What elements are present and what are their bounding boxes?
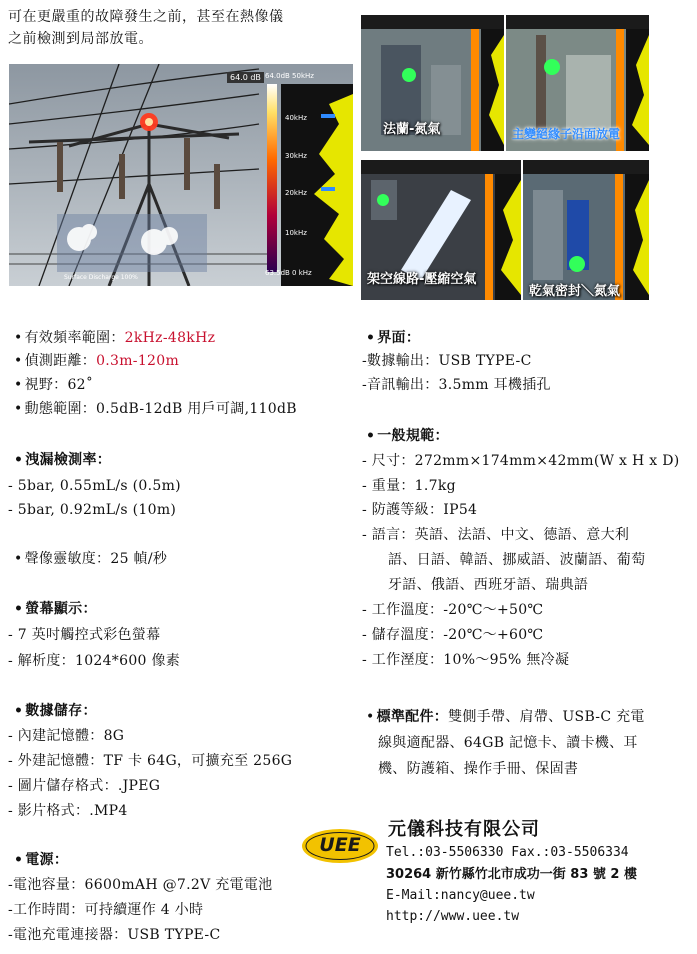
general-item: - 語言：英語、法語、中文、德語、意大利 xyxy=(362,527,630,543)
gallery-tile-insulator xyxy=(506,15,649,151)
leak-item: - 5bar, 0.92mL/s (10m) xyxy=(8,502,177,518)
storage-title-text: 數據儲存： xyxy=(25,703,97,719)
general-item: - 工作溫度：-20℃～+50℃ xyxy=(362,602,544,618)
intro-text xyxy=(8,6,358,50)
scale-bottom-label: 63.5dB 0 kHz xyxy=(265,269,312,277)
spec-distance-value: 0.3m-120m xyxy=(96,353,180,369)
accessories-line: 雙側手帶、肩帶、USB-C 充電 xyxy=(448,709,645,725)
gallery-label: 主變絕緣子沿面放電 xyxy=(512,127,621,141)
spec-frequency: • 有效頻率範圍：2kHz-48kHz xyxy=(14,330,216,346)
gallery-tile-flange xyxy=(361,15,504,151)
spec-sensitivity: • 聲像靈敏度：25 幀/秒 xyxy=(14,551,168,567)
gallery-label: 架空線路-壓縮空氣 xyxy=(367,272,477,287)
general-item: - 尺寸：272mm×174mm×42mm(W x H x D) xyxy=(362,453,680,469)
intro-line-2: 之前檢測到局部放電。 xyxy=(8,31,153,47)
freq-tick: 40kHz xyxy=(285,114,307,122)
company-name: 元儀科技有限公司 xyxy=(388,819,540,840)
general-item: - 工作溼度：10%～95% 無冷凝 xyxy=(362,652,570,668)
intro-line-1: 可在更嚴重的故障發生之前，甚至在熱像儀 xyxy=(8,9,284,25)
screen-title-text: 螢幕顯示： xyxy=(25,601,97,617)
spec-distance-label: 偵測距離： xyxy=(24,353,97,369)
company-address: 30264 新竹縣竹北市成功一街 83 號 2 樓 xyxy=(386,867,637,882)
spec-frequency-value: 2kHz-48kHz xyxy=(124,330,216,346)
general-item: 牙語、俄語、西班牙語、瑞典語 xyxy=(388,577,589,593)
gallery-label: 乾氣密封＼氮氣 xyxy=(529,284,621,299)
general-title: • 一般規範： xyxy=(366,428,449,444)
accessories: • 標準配件：雙側手帶、肩帶、USB-C 充電 xyxy=(366,709,645,725)
power-title-text: 電源： xyxy=(25,852,69,868)
accessories-title: 標準配件： xyxy=(376,709,449,725)
storage-title: • 數據儲存： xyxy=(14,703,97,719)
power-item: -電池充電連接器：USB TYPE-C xyxy=(8,927,221,943)
spec-frequency-label: 有效頻率範圍： xyxy=(24,330,125,346)
power-title: • 電源： xyxy=(14,852,69,868)
substation-scene xyxy=(9,64,353,286)
logo-text: UEE xyxy=(319,834,361,856)
screen-item: - 7 英吋觸控式彩色螢幕 xyxy=(8,627,161,643)
gallery-tile-overhead-line xyxy=(361,160,521,300)
freq-tick: 20kHz xyxy=(285,189,307,197)
spec-dynamic-range-text: 動態範圍：0.5dB-12dB 用戶可調,110dB xyxy=(24,401,297,417)
storage-item: - 影片格式：.MP4 xyxy=(8,803,128,819)
overlay-caption: Surface Discharge 100% xyxy=(64,274,138,281)
substation-acoustic-image xyxy=(9,64,353,286)
screen-item: - 解析度：1024*600 像素 xyxy=(8,653,181,669)
power-item: -工作時間：可持續運作 4 小時 xyxy=(8,902,204,918)
general-item: - 防護等級：IP54 xyxy=(362,502,478,518)
spec-fov: • 視野：62˚ xyxy=(14,377,94,393)
spec-dynamic-range: • 動態範圍：0.5dB-12dB 用戶可調,110dB xyxy=(14,401,297,417)
general-item: - 儲存溫度：-20℃～+60℃ xyxy=(362,627,544,643)
gallery-tile-dry-gas-seal xyxy=(523,160,649,300)
spec-distance: • 偵測距離：0.3m-120m xyxy=(14,353,180,369)
spec-fov-text: 視野：62˚ xyxy=(24,377,94,393)
leak-title: • 洩漏檢測率： xyxy=(14,452,112,468)
gallery-label: 法蘭-氮氣 xyxy=(383,122,441,137)
accessories-line: 機、防護箱、操作手冊、保固書 xyxy=(378,761,579,777)
company-email[interactable]: E-Mail:nancy@uee.tw xyxy=(386,888,535,903)
accessories-line: 線與適配器、64GB 記憶卡、讀卡機、耳 xyxy=(378,735,638,751)
storage-item: - 圖片儲存格式：.JPEG xyxy=(8,778,161,794)
power-item: -電池容量：6600mAH @7.2V 充電電池 xyxy=(8,877,273,893)
storage-item: - 內建記憶體：8G xyxy=(8,728,125,744)
interface-title: • 界面： xyxy=(366,330,421,346)
general-title-text: 一般規範： xyxy=(377,428,449,444)
dry-gas-seal-photo xyxy=(523,160,649,300)
freq-tick: 10kHz xyxy=(285,229,307,237)
general-item: 語、日語、韓語、挪威語、波蘭語、葡萄 xyxy=(388,552,646,568)
interface-title-text: 界面： xyxy=(377,330,421,346)
leak-title-text: 洩漏檢測率： xyxy=(25,452,112,468)
company-phone: Tel.:03-5506330 Fax.:03-5506334 xyxy=(386,845,629,860)
freq-tick: 30kHz xyxy=(285,152,307,160)
storage-item: - 外建記憶體：TF 卡 64G，可擴充至 256G xyxy=(8,753,293,769)
leak-item: - 5bar, 0.55mL/s (0.5m) xyxy=(8,478,181,494)
screen-title: • 螢幕顯示： xyxy=(14,601,97,617)
interface-item: -音訊輸出：3.5mm 耳機插孔 xyxy=(362,377,551,393)
company-url[interactable]: http://www.uee.tw xyxy=(386,909,520,924)
interface-item: -數據輸出：USB TYPE-C xyxy=(362,353,532,369)
db-badge: 64.0 dB xyxy=(227,72,264,83)
uee-logo xyxy=(300,826,380,866)
scale-top-label: 64.0dB 50kHz xyxy=(265,72,314,80)
spec-sensitivity-text: 聲像靈敏度：25 幀/秒 xyxy=(24,551,168,567)
general-item: - 重量：1.7kg xyxy=(362,478,456,494)
